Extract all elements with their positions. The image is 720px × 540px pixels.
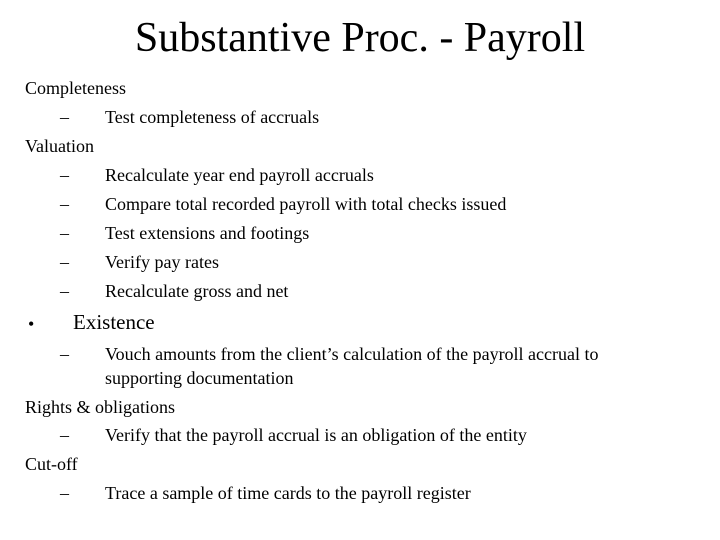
heading-cut-off: Cut-off (25, 454, 78, 474)
dash-marker: – (60, 252, 69, 272)
dash-marker: – (60, 425, 69, 445)
item-recalculate-accruals: Recalculate year end payroll accruals (105, 165, 374, 185)
heading-rights-obligations: Rights & obligations (25, 397, 176, 417)
dash-marker: – (60, 344, 69, 364)
heading-valuation: Valuation (25, 136, 94, 156)
item-compare-payroll: Compare total recorded payroll with total checks issued (105, 194, 507, 214)
dash-marker: – (60, 483, 69, 503)
item-vouch-amounts: Vouch amounts from the client’s calculation of the payroll accrual to (105, 344, 599, 364)
item-verify-pay-rates: Verify pay rates (105, 252, 219, 272)
heading-completeness: Completeness (25, 78, 126, 98)
dash-marker: – (60, 165, 69, 185)
item-test-extensions: Test extensions and footings (105, 223, 310, 243)
slide-title: Substantive Proc. - Payroll (134, 15, 586, 61)
dash-marker: – (60, 281, 69, 301)
item-trace-time-cards: Trace a sample of time cards to the payroll register (105, 483, 471, 503)
item-test-completeness: Test completeness of accruals (105, 107, 320, 127)
item-vouch-amounts-continued: supporting documentation (105, 368, 294, 388)
item-verify-obligation: Verify that the payroll accrual is an obligation of the entity (105, 425, 527, 445)
dash-marker: – (60, 194, 69, 214)
dash-marker: – (60, 223, 69, 243)
bullet-marker: • (28, 314, 35, 334)
dash-marker: – (60, 107, 69, 127)
heading-existence: Existence (73, 310, 155, 334)
item-recalculate-gross-net: Recalculate gross and net (105, 281, 289, 301)
